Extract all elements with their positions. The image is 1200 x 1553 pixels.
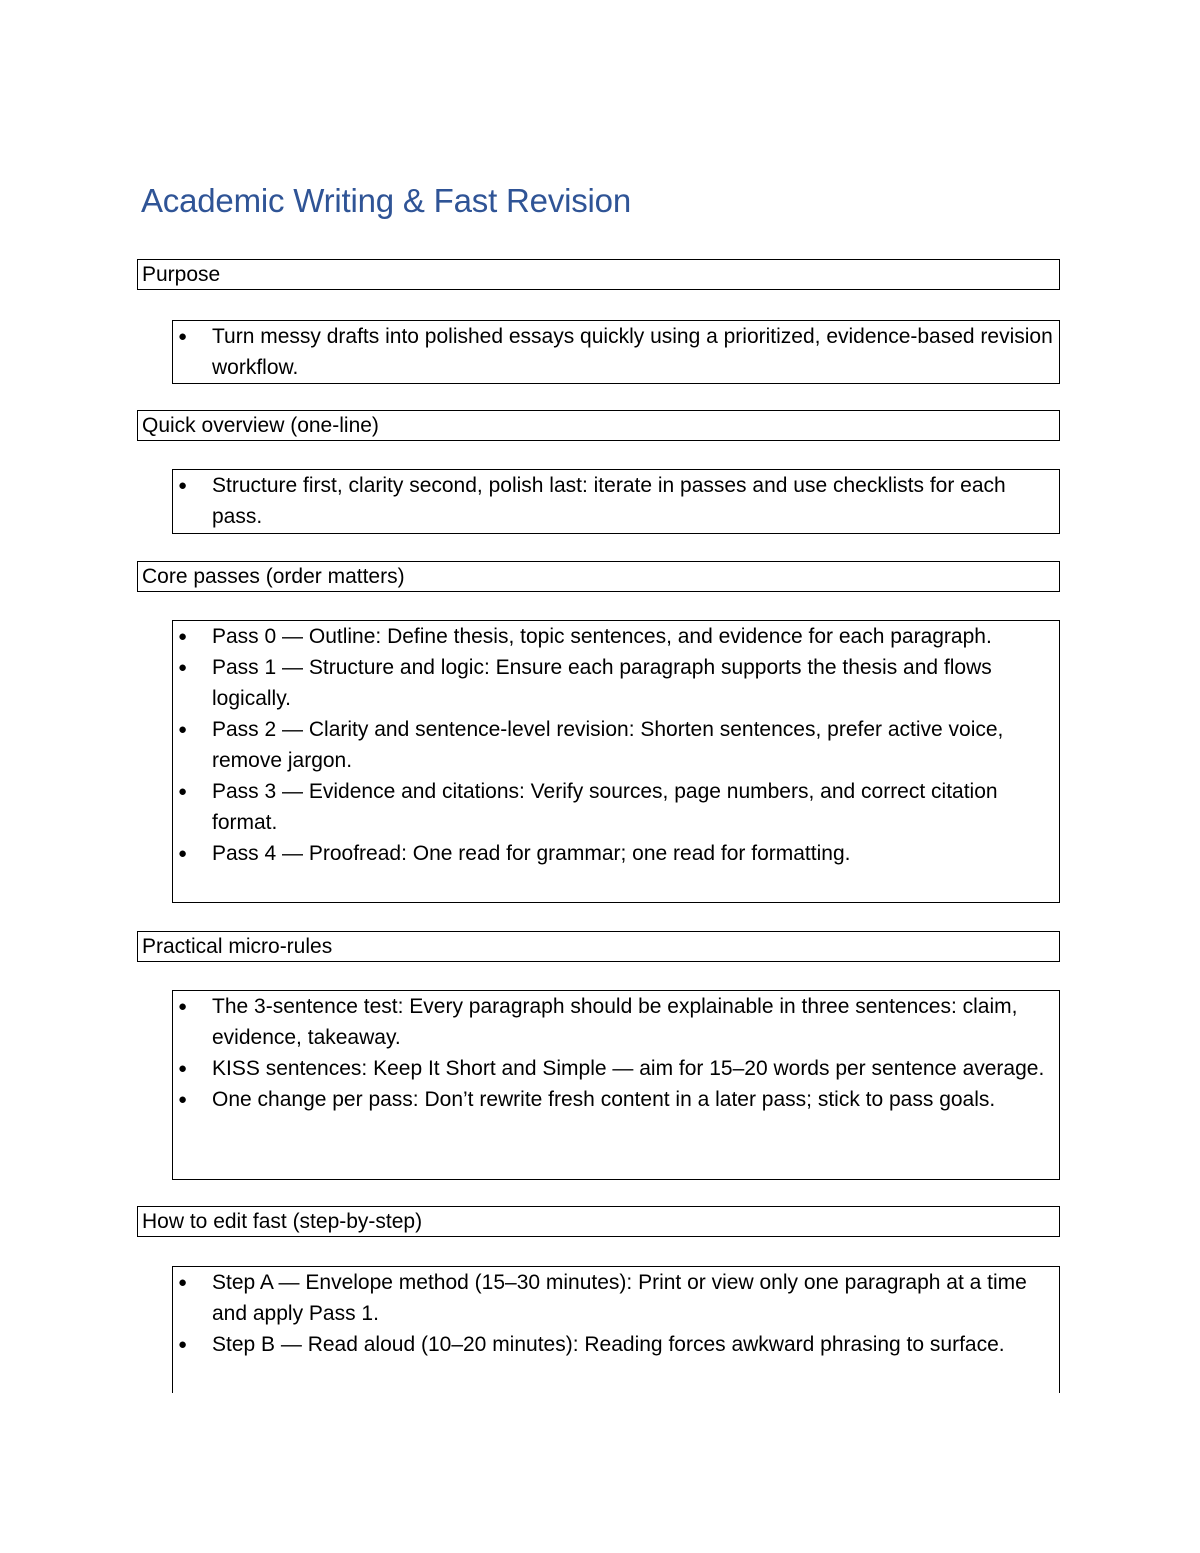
list-item-text: Pass 3 — Evidence and citations: Verify sources, page numbers, and correct citation format. <box>212 780 998 834</box>
bullet-icon: ● <box>178 721 188 738</box>
bullet-icon: ● <box>178 659 188 676</box>
bullet-icon: ● <box>178 1060 188 1077</box>
list-item-text: Step A — Envelope method (15–30 minutes): Print or view only one paragraph at a time and apply Pass 1. <box>212 1271 1027 1325</box>
bullet-icon: ● <box>178 783 188 800</box>
list-item-text: Pass 2 — Clarity and sentence-level revision: Shorten sentences, prefer active voice, remove jargon. <box>212 718 1004 772</box>
list-item <box>173 1329 1059 1360</box>
bullet-icon: ● <box>178 1091 188 1108</box>
list-item-text: Pass 4 — Proofread: One read for grammar; one read for formatting. <box>212 842 851 865</box>
section-list-edit-fast <box>172 1266 1060 1393</box>
bullet-icon: ● <box>178 628 188 645</box>
list-item <box>173 470 1059 532</box>
list-item <box>173 776 1059 838</box>
bullet-icon: ● <box>178 998 188 1015</box>
bullet-icon: ● <box>178 1336 188 1353</box>
list-item-text: KISS sentences: Keep It Short and Simple — aim for 15–20 words per sentence average. <box>212 1057 1045 1080</box>
list-item-text: Step B — Read aloud (10–20 minutes): Reading forces awkward phrasing to surface. <box>212 1333 1005 1356</box>
section-list-purpose <box>172 320 1060 384</box>
list-item-text: Pass 1 — Structure and logic: Ensure each paragraph supports the thesis and flows logically. <box>212 656 992 710</box>
section-list-core-passes <box>172 620 1060 903</box>
section-heading-purpose: Purpose <box>137 259 1060 290</box>
list-item-text: Turn messy drafts into polished essays quickly using a prioritized, evidence-based revision workflow. <box>212 325 1053 379</box>
section-heading-quick-overview: Quick overview (one-line) <box>137 410 1060 441</box>
list-item <box>173 991 1059 1053</box>
section-heading-core-passes: Core passes (order matters) <box>137 561 1060 592</box>
list-item <box>173 1053 1059 1084</box>
list-item <box>173 321 1059 383</box>
list-item-text: Pass 0 — Outline: Define thesis, topic sentences, and evidence for each paragraph. <box>212 625 992 648</box>
list-item <box>173 838 1059 869</box>
list-item <box>173 1084 1059 1115</box>
list-item <box>173 714 1059 776</box>
page-title: Academic Writing & Fast Revision <box>141 182 631 219</box>
bullet-icon: ● <box>178 477 188 494</box>
section-heading-micro-rules: Practical micro-rules <box>137 931 1060 962</box>
list-item <box>173 1267 1059 1329</box>
list-item <box>173 652 1059 714</box>
bullet-icon: ● <box>178 1274 188 1291</box>
section-list-quick-overview <box>172 469 1060 534</box>
list-item-text: One change per pass: Don’t rewrite fresh content in a later pass; stick to pass goals. <box>212 1088 996 1111</box>
list-item-text: Structure first, clarity second, polish last: iterate in passes and use checklists for each pass. <box>212 474 1006 528</box>
list-item <box>173 621 1059 652</box>
section-heading-edit-fast: How to edit fast (step-by-step) <box>137 1206 1060 1237</box>
bullet-icon: ● <box>178 328 188 345</box>
list-item-text: The 3-sentence test: Every paragraph should be explainable in three sentences: claim, evidence, takeaway. <box>212 995 1018 1049</box>
section-list-micro-rules <box>172 990 1060 1180</box>
bullet-icon: ● <box>178 845 188 862</box>
